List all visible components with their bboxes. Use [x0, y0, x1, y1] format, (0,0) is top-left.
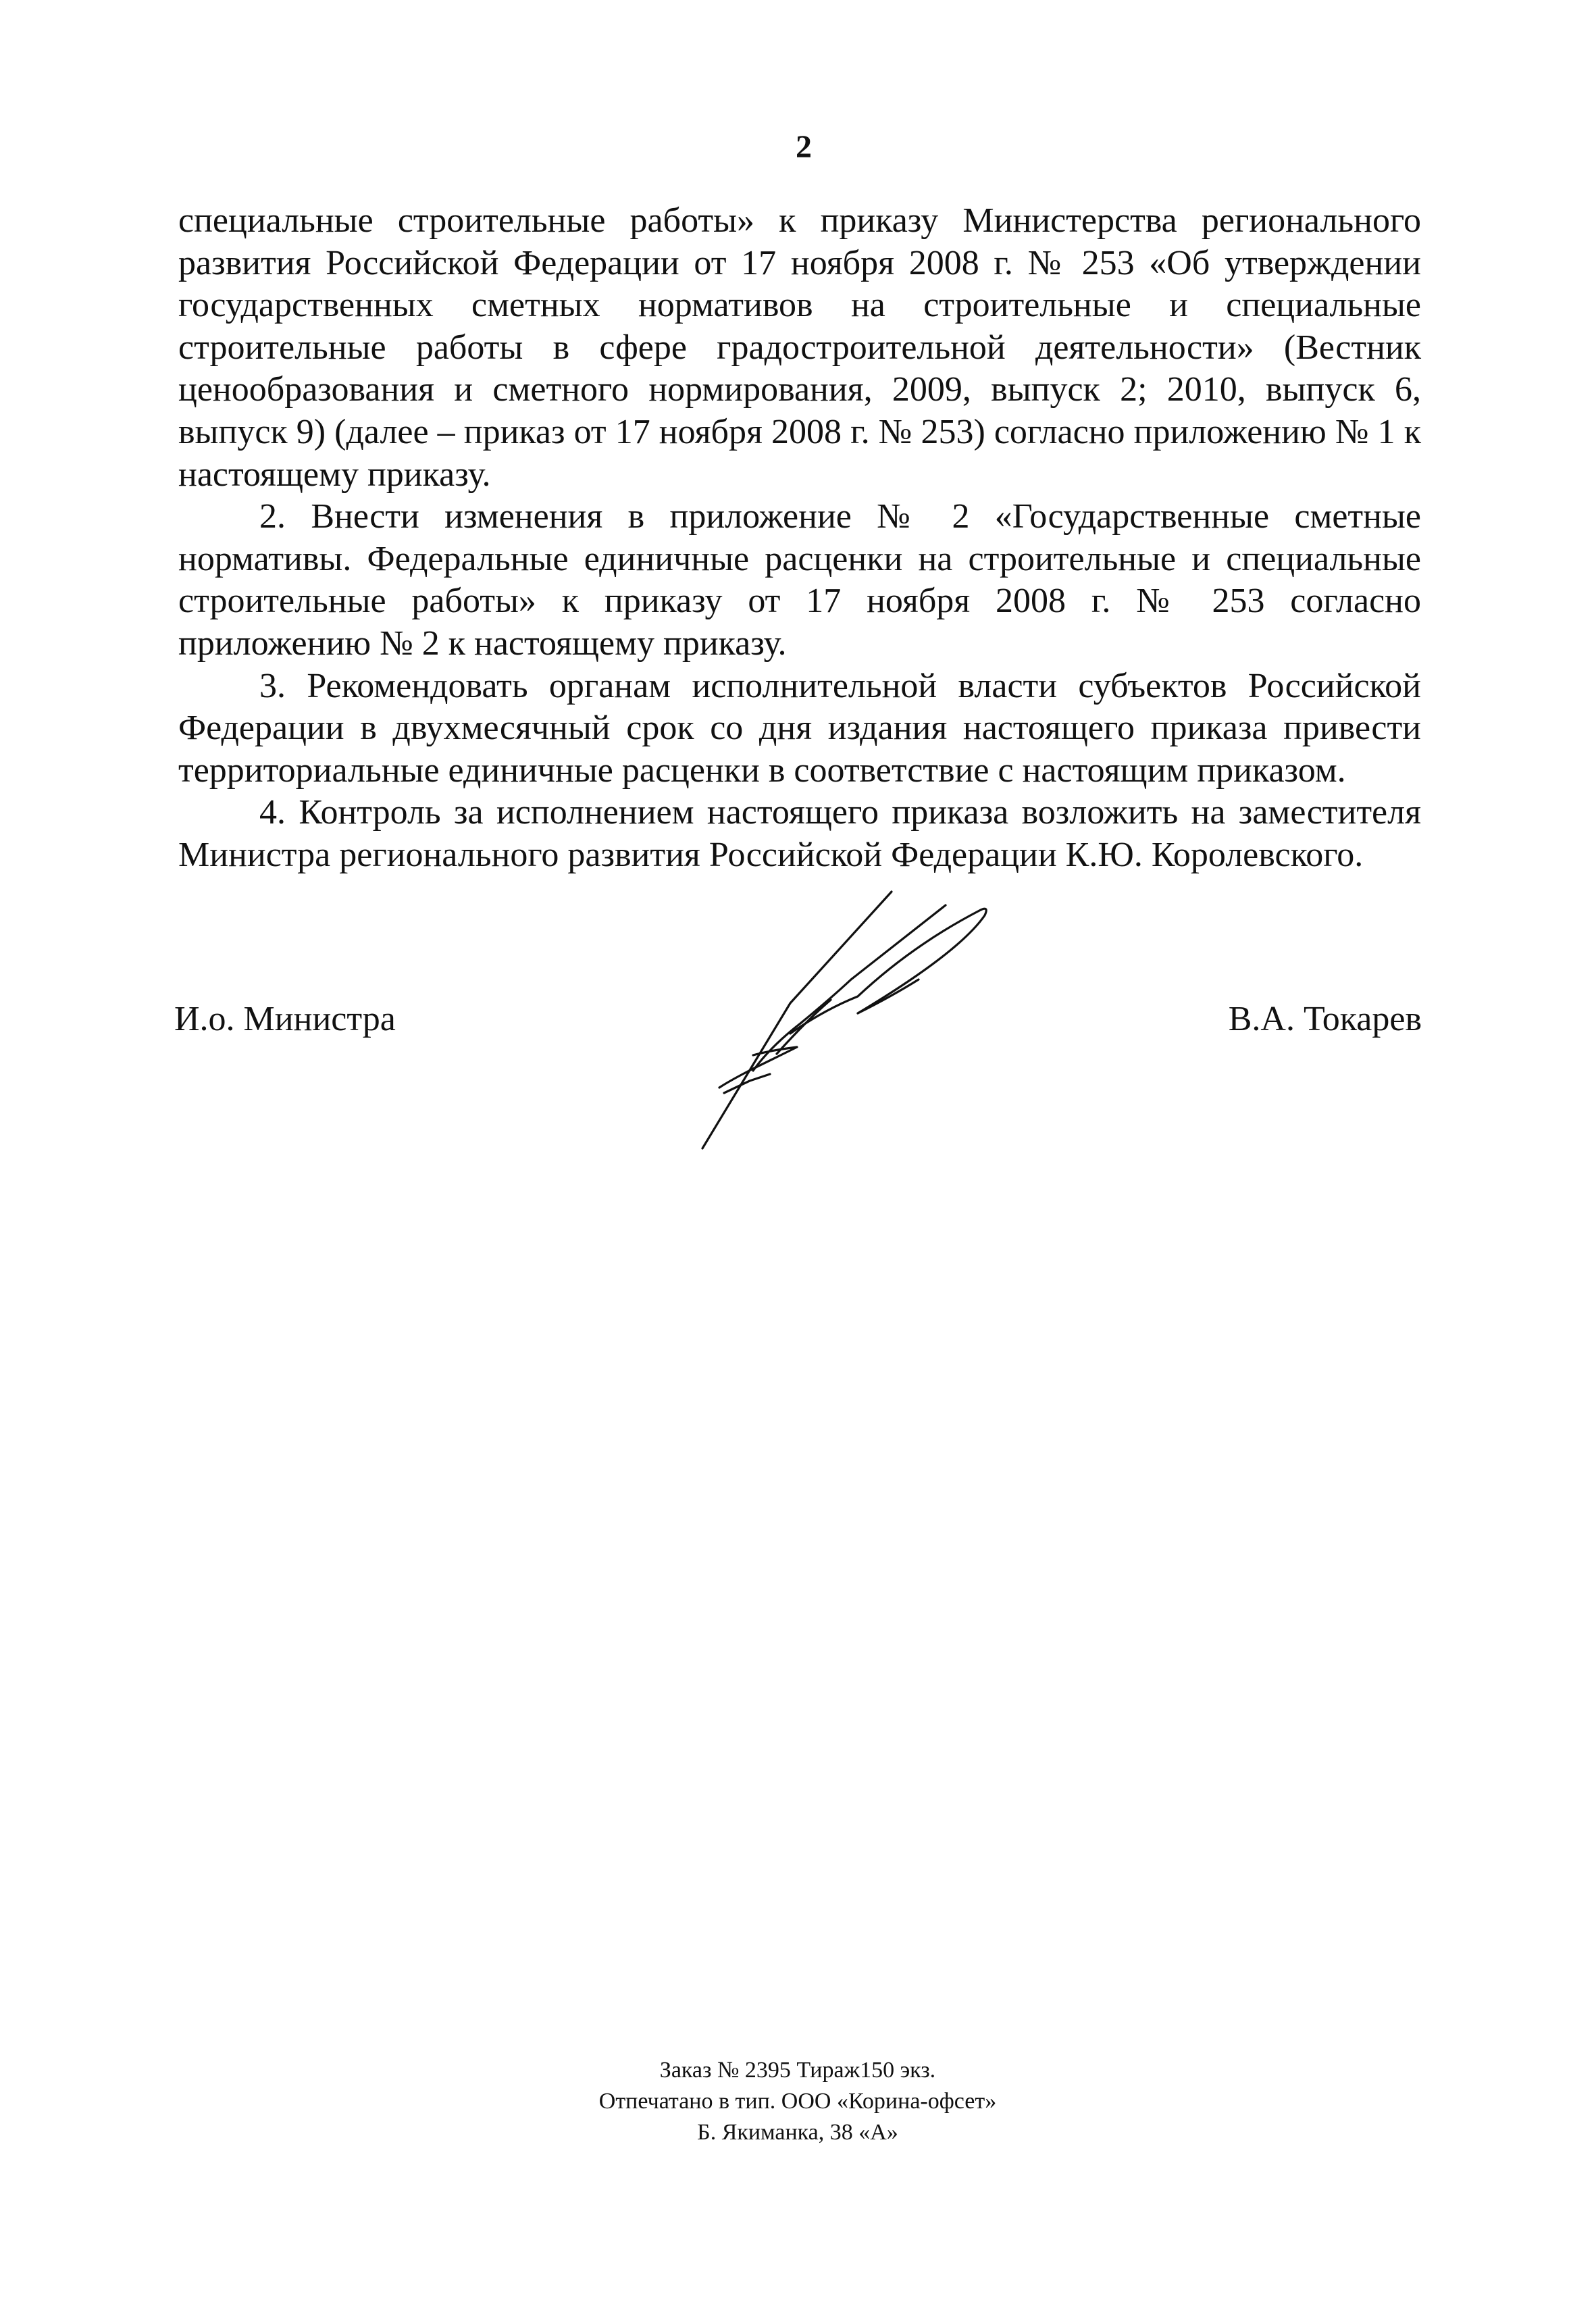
page-number: 2	[796, 129, 812, 165]
print-imprint	[527, 2055, 1068, 2148]
paragraph-item-2: 2. Внести изменения в приложение № 2 «Государственные сметные нормативы. Федеральные единичные расценки на строительные и специальные строительные работы» к приказу от 17 ноября 2008 г. № 253 согласно приложению № 2 к настоящему приказу.	[178, 497, 1421, 663]
document-body	[178, 200, 1421, 877]
imprint-address: Б. Якиманка, 38 «А»	[697, 2120, 898, 2145]
imprint-printer: Отпечатано в тип. ООО «Корина-офсет»	[598, 2089, 997, 2114]
handwritten-signature	[689, 878, 1013, 1162]
paragraph-continuation: специальные строительные работы» к приказу Министерства регионального развития Российской Федерации от 17 ноября 2008 г. № 253 «Об утверждении государственных сметных нормативов на строительные и специальные строительные работы в сфере градостроительной деятельности» (Вестник ценообразования и сметного нормирования, 2009, выпуск 2; 2010, выпуск 6, выпуск 9) (далее – приказ от 17 ноября 2008 г. № 253) согласно приложению № 1 к настоящему приказу.	[178, 201, 1421, 494]
paragraph-item-4: 4. Контроль за исполнением настоящего приказа возложить на заместителя Министра регионального развития Российской Федерации К.Ю. Королевского.	[178, 793, 1421, 874]
imprint-order: Заказ № 2395 Тираж150 экз.	[659, 2058, 936, 2083]
signatory-title: И.о. Министра	[174, 1000, 396, 1038]
signatory-name: В.А. Токарев	[1228, 1000, 1422, 1038]
paragraph-item-3: 3. Рекомендовать органам исполнительной власти субъектов Российской Федерации в двухмесячный срок со дня издания настоящего приказа привести территориальные единичные расценки в соответствие с настоящим приказом.	[178, 666, 1421, 790]
